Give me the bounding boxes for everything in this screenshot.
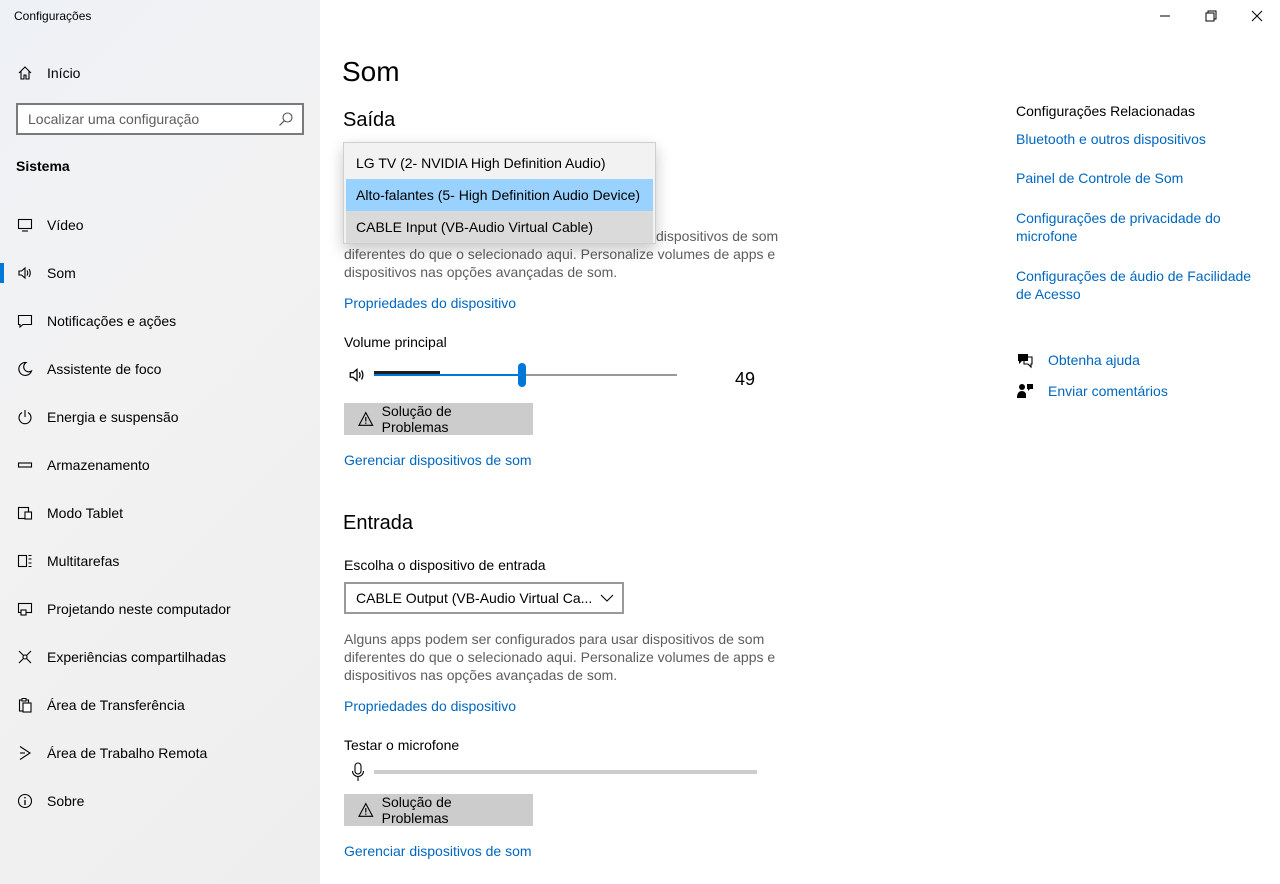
send-feedback-label: Enviar comentários <box>1048 383 1168 399</box>
home-icon <box>16 64 34 82</box>
app-title: Configurações <box>14 9 92 23</box>
info-icon <box>16 792 34 810</box>
multitask-icon <box>16 552 34 570</box>
sidebar-item-assistente-foco[interactable] <box>0 349 320 389</box>
sidebar-item-label: Modo Tablet <box>47 505 124 521</box>
page-title: Som <box>342 56 400 87</box>
input-description-line1: Alguns apps podem ser configurados para usar dispositivos de som <box>344 631 765 647</box>
sidebar-item-energia[interactable] <box>0 397 320 437</box>
volume-slider-fill <box>374 374 522 376</box>
warning-icon <box>358 411 374 427</box>
input-description-line3: dispositivos nas opções avançadas de som. <box>344 667 618 683</box>
close-button[interactable] <box>1234 0 1280 32</box>
related-link-sound-control-panel[interactable]: Painel de Controle de Som <box>1016 170 1184 186</box>
power-icon <box>16 408 34 426</box>
clipboard-icon <box>16 696 34 714</box>
get-help-link[interactable] <box>1016 351 1140 369</box>
input-manage-devices-link[interactable]: Gerenciar dispositivos de som <box>344 843 532 859</box>
sidebar-item-sobre[interactable] <box>0 781 320 821</box>
input-choose-label: Escolha o dispositivo de entrada <box>344 557 546 573</box>
volume-speaker-icon[interactable] <box>348 366 366 384</box>
remote-icon <box>16 744 34 762</box>
sidebar-item-armazenamento[interactable] <box>0 445 320 485</box>
microphone-icon <box>350 762 366 782</box>
input-device-value: CABLE Output (VB-Audio Virtual Ca... <box>356 590 593 606</box>
mic-level-meter <box>374 770 757 774</box>
sidebar-item-label: Experiências compartilhadas <box>47 649 226 665</box>
home-label: Início <box>47 65 81 81</box>
related-link-ease-of-access-audio[interactable]: Configurações de áudio de Facilidade de Acesso <box>1016 268 1252 302</box>
storage-icon <box>16 456 34 474</box>
shared-icon <box>16 648 34 666</box>
related-link-microphone-privacy[interactable]: Configurações de privacidade do microfone <box>1016 210 1221 244</box>
sidebar-item-label: Área de Transferência <box>47 697 185 713</box>
dropdown-option-selected[interactable]: Alto-falantes (5- High Definition Audio Device) <box>346 179 653 211</box>
notification-icon <box>16 312 34 330</box>
output-device-dropdown[interactable] <box>343 142 656 244</box>
home-nav-item[interactable] <box>16 62 80 84</box>
project-icon <box>16 600 34 618</box>
close-icon <box>1251 10 1263 22</box>
monitor-icon <box>16 216 34 234</box>
output-description-line3: dispositivos nas opções avançadas de som. <box>344 264 618 280</box>
minimize-icon <box>1159 10 1171 22</box>
input-description <box>344 630 784 684</box>
search-placeholder: Localizar uma configuração <box>28 111 200 127</box>
sidebar <box>0 0 320 884</box>
restore-button[interactable] <box>1188 0 1234 32</box>
section-label: Sistema <box>16 158 70 174</box>
sidebar-item-label: Multitarefas <box>47 553 120 569</box>
chevron-down-icon <box>600 592 614 604</box>
get-help-label: Obtenha ajuda <box>1048 352 1140 368</box>
related-settings-title: Configurações Relacionadas <box>1016 103 1195 119</box>
output-heading: Saída <box>343 109 396 131</box>
output-troubleshoot-button[interactable] <box>344 403 533 435</box>
sidebar-item-experiencias[interactable] <box>0 637 320 677</box>
sidebar-item-projetando[interactable] <box>0 589 320 629</box>
minimize-button[interactable] <box>1142 0 1188 32</box>
output-description-line2: diferentes do que o selecionado aqui. Personalize volumes de apps e <box>344 246 776 262</box>
sidebar-item-area-transferencia[interactable] <box>0 685 320 725</box>
sidebar-item-label: Notificações e ações <box>47 313 177 329</box>
input-description-line2: diferentes do que o selecionado aqui. Personalize volumes de apps e <box>344 649 776 665</box>
sidebar-item-label: Vídeo <box>47 217 84 233</box>
sidebar-item-som[interactable] <box>0 253 320 293</box>
sidebar-item-area-trabalho-remota[interactable] <box>0 733 320 773</box>
sidebar-item-notificacoes[interactable] <box>0 301 320 341</box>
warning-icon <box>358 802 374 818</box>
output-description-line1: dispositivos de som <box>656 228 779 244</box>
tablet-icon <box>16 504 34 522</box>
sidebar-item-label: Armazenamento <box>47 457 150 473</box>
volume-slider-thumb[interactable] <box>518 363 526 387</box>
volume-slider[interactable] <box>374 362 677 388</box>
restore-icon <box>1205 10 1217 22</box>
volume-peak-meter <box>374 371 440 374</box>
volume-value: 49 <box>735 369 756 389</box>
dropdown-option[interactable]: LG TV (2- NVIDIA High Definition Audio) <box>356 155 606 171</box>
output-manage-devices-link[interactable]: Gerenciar dispositivos de som <box>344 452 532 468</box>
sidebar-item-label: Projetando neste computador <box>47 601 231 617</box>
related-link-bluetooth[interactable]: Bluetooth e outros dispositivos <box>1016 131 1206 147</box>
feedback-icon <box>1016 382 1034 400</box>
send-feedback-link[interactable] <box>1016 382 1168 400</box>
moon-icon <box>16 360 34 378</box>
mic-test-label: Testar o microfone <box>344 737 460 753</box>
input-properties-link[interactable]: Propriedades do dispositivo <box>344 698 516 714</box>
help-chat-icon <box>1016 351 1034 369</box>
input-troubleshoot-button[interactable] <box>344 794 533 826</box>
search-icon[interactable] <box>278 111 294 127</box>
input-heading: Entrada <box>343 512 414 534</box>
sidebar-item-multitarefas[interactable] <box>0 541 320 581</box>
sidebar-item-modo-tablet[interactable] <box>0 493 320 533</box>
sidebar-item-label: Sobre <box>47 793 85 809</box>
sidebar-item-video[interactable] <box>0 205 320 245</box>
sidebar-item-label: Assistente de foco <box>47 361 162 377</box>
output-properties-link[interactable]: Propriedades do dispositivo <box>344 295 516 311</box>
input-device-select[interactable] <box>344 582 624 614</box>
sidebar-item-label: Energia e suspensão <box>47 409 179 425</box>
sidebar-item-label: Área de Trabalho Remota <box>47 745 208 761</box>
dropdown-option[interactable]: CABLE Input (VB-Audio Virtual Cable) <box>346 211 653 243</box>
input-troubleshoot-label: Solução de Problemas <box>381 794 452 826</box>
output-troubleshoot-label: Solução de Problemas <box>381 403 452 435</box>
sidebar-item-label: Som <box>47 265 76 281</box>
search-input[interactable] <box>16 103 304 135</box>
volume-label: Volume principal <box>344 334 447 350</box>
speaker-icon <box>16 264 34 282</box>
